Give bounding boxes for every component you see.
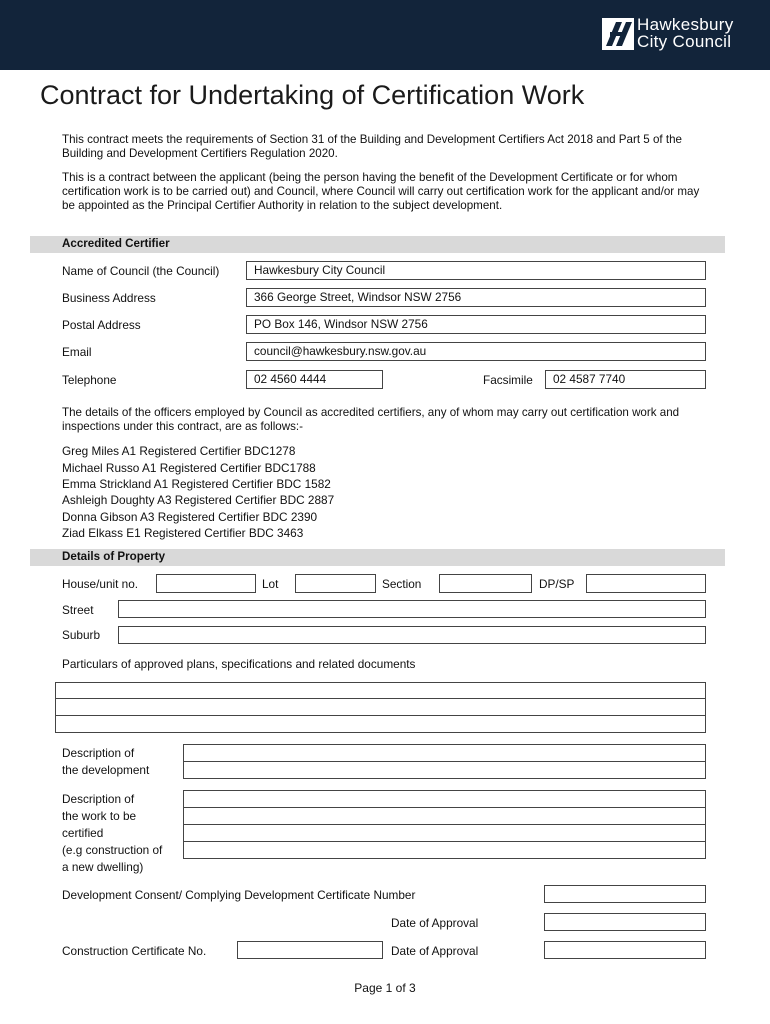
dpsp-field[interactable] [586, 574, 706, 593]
business-address-field[interactable]: 366 George Street, Windsor NSW 2756 [246, 288, 706, 307]
cc-date-of-approval-field[interactable] [544, 941, 706, 959]
council-name-label: Name of Council (the Council) [62, 264, 220, 278]
telephone-label: Telephone [62, 373, 117, 387]
cc-date-of-approval-label: Date of Approval [391, 944, 479, 958]
email-field[interactable]: council@hawkesbury.nsw.gov.au [246, 342, 706, 361]
accredited-certifier-header [30, 236, 725, 253]
work-description-label-2: the work to be [62, 809, 137, 823]
property-details-header [30, 549, 725, 566]
dev-description-field-1[interactable] [183, 744, 706, 762]
section-field[interactable] [439, 574, 532, 593]
council-logo-text [637, 16, 734, 50]
street-label: Street [62, 603, 94, 617]
construction-certificate-field[interactable] [237, 941, 383, 959]
officer-item: Greg Miles A1 Registered Certifier BDC1278 [62, 444, 296, 458]
logo-line-2: City Council [637, 32, 732, 51]
house-number-label: House/unit no. [62, 577, 139, 591]
page-number: Page 1 of 3 [354, 981, 416, 995]
section-heading: Accredited Certifier [62, 237, 170, 250]
street-field[interactable] [118, 600, 706, 618]
date-of-approval-label: Date of Approval [391, 916, 479, 930]
intro-paragraph-1: This contract meets the requirements of Section 31 of the Building and Development Certifiers Act 2018 and Part 5 of the Building and Development Certifiers Regulation 2020. [62, 133, 682, 160]
lot-label: Lot [262, 577, 279, 591]
dev-description-label-1: Description of [62, 746, 135, 760]
plans-label: Particulars of approved plans, specifications and related documents [62, 657, 416, 671]
section-label: Section [382, 577, 422, 591]
postal-address-field[interactable]: PO Box 146, Windsor NSW 2756 [246, 315, 706, 334]
dev-description-label-2: the development [62, 763, 150, 777]
date-of-approval-field[interactable] [544, 913, 706, 931]
suburb-label: Suburb [62, 628, 101, 642]
facsimile-field[interactable]: 02 4587 7740 [545, 370, 706, 389]
construction-certificate-label: Construction Certificate No. [62, 944, 207, 958]
intro-paragraph-2: This is a contract between the applicant (being the person having the benefit of the Development Certificate or for whom certification work is to be carried out) and Council, where Council will carry out certification work for the applicant and/or may be appointed as the Principal Certifier Authority in relation to the subject development. [62, 171, 700, 212]
officer-item: Ashleigh Doughty A3 Registered Certifier BDC 2887 [62, 493, 335, 507]
officers-intro: The details of the officers employed by Council as accredited certifiers, any of whom may carry out certification work and inspections under this contract, are as follows:- [62, 406, 680, 433]
work-description-field-4[interactable] [183, 841, 706, 859]
postal-address-label: Postal Address [62, 318, 141, 332]
work-description-field-2[interactable] [183, 807, 706, 825]
council-logo-icon [602, 18, 634, 50]
work-description-label-5: a new dwelling) [62, 860, 144, 874]
business-address-label: Business Address [62, 291, 156, 305]
work-description-field-1[interactable] [183, 790, 706, 808]
dpsp-label: DP/SP [539, 577, 575, 591]
officer-item: Donna Gibson A3 Registered Certifier BDC 2390 [62, 510, 318, 524]
officer-item: Ziad Elkass E1 Registered Certifier BDC 3463 [62, 526, 304, 540]
work-description-label-3: certified [62, 826, 104, 840]
plans-field-line-3[interactable] [55, 715, 706, 733]
council-name-field[interactable]: Hawkesbury City Council [246, 261, 706, 280]
officer-item: Emma Strickland A1 Registered Certifier BDC 1582 [62, 477, 331, 491]
dev-description-field-2[interactable] [183, 761, 706, 779]
lot-field[interactable] [295, 574, 376, 593]
facsimile-label: Facsimile [483, 373, 533, 387]
page-title: Contract for Undertaking of Certification Work [40, 80, 585, 110]
logo-line-1: Hawkesbury [637, 15, 734, 34]
suburb-field[interactable] [118, 626, 706, 644]
telephone-field[interactable]: 02 4560 4444 [246, 370, 383, 389]
work-description-label-4: (e.g construction of [62, 843, 163, 857]
officer-item: Michael Russo A1 Registered Certifier BDC1788 [62, 461, 316, 475]
consent-number-field[interactable] [544, 885, 706, 903]
work-description-label-1: Description of [62, 792, 135, 806]
work-description-field-3[interactable] [183, 824, 706, 842]
section-heading: Details of Property [62, 550, 166, 563]
house-number-field[interactable] [156, 574, 256, 593]
plans-field-line-1[interactable] [55, 682, 706, 699]
plans-field-line-2[interactable] [55, 698, 706, 716]
email-label: Email [62, 345, 92, 359]
consent-number-label: Development Consent/ Complying Development Certificate Number [62, 888, 416, 902]
